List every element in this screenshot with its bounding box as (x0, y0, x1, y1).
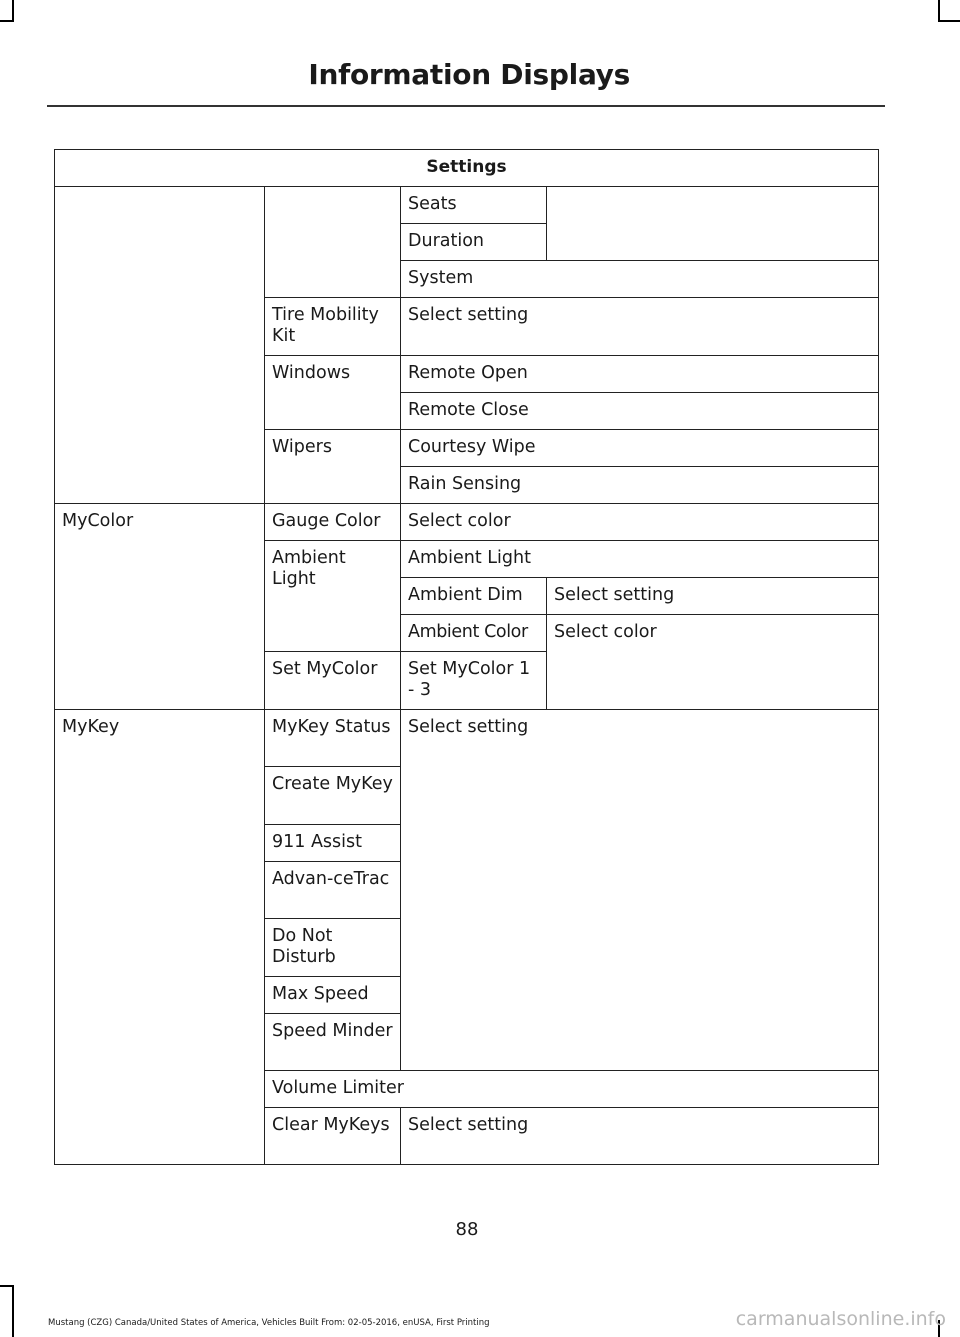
table-cell: Speed Minder (265, 1014, 401, 1071)
page-number: 88 (455, 1219, 479, 1240)
table-cell: Gauge Color (265, 504, 401, 541)
table-cell: 911 Assist (265, 825, 401, 862)
table-cell: Select setting (401, 1108, 879, 1165)
table-cell: Remote Open (401, 356, 879, 393)
table-cell: Select setting (547, 578, 879, 615)
table-cell: Tire Mobility Kit (265, 298, 401, 356)
settings-table (54, 149, 879, 1165)
table-cell-empty (55, 187, 265, 504)
table-cell: Max Speed (265, 977, 401, 1014)
table-cell: Select setting (401, 298, 879, 356)
table-cell: Wipers (265, 430, 401, 504)
crop-mark (12, 1285, 14, 1337)
table-cell: MyColor (55, 504, 265, 710)
table-cell: Remote Close (401, 393, 879, 430)
table-cell: MyKey Status (265, 710, 401, 767)
table-cell: Set MyColor (265, 652, 401, 710)
table-cell-empty (547, 187, 879, 261)
table-cell: Courtesy Wipe (401, 430, 879, 467)
table-cell: Seats (401, 187, 547, 224)
crop-mark (12, 0, 14, 22)
table-cell: MyKey (55, 710, 265, 1165)
footer-text: Mustang (CZG) Canada/United States of America, Vehicles Built From: 02-05-2016, enUSA, First Printing (48, 1318, 490, 1328)
header-rule (47, 105, 885, 107)
table-cell: Ambient Color (401, 615, 547, 652)
crop-mark (0, 1285, 14, 1287)
table-cell: Create MyKey (265, 767, 401, 825)
table-cell: Ambient Light (401, 541, 879, 578)
table-cell: Clear MyKeys (265, 1108, 401, 1165)
table-cell: Volume Limiter (265, 1071, 879, 1108)
table-cell: Ambient Light (265, 541, 401, 652)
table-cell: Windows (265, 356, 401, 430)
crop-mark (938, 20, 960, 22)
table-cell: Rain Sensing (401, 467, 879, 504)
table-cell: Select color (401, 504, 879, 541)
table-cell: Do Not Disturb (265, 919, 401, 977)
table-cell: Select setting (401, 710, 879, 1071)
table-cell: Set MyColor 1 - 3 (401, 652, 547, 710)
crop-mark (0, 20, 14, 22)
table-title: Settings (55, 150, 879, 187)
table-cell: Duration (401, 224, 547, 261)
table-cell: Select color (547, 615, 879, 710)
page-title: Information Displays (308, 58, 630, 91)
table-cell-empty (265, 187, 401, 298)
watermark: carmanualsonline.info (735, 1308, 946, 1330)
crop-mark (938, 0, 940, 22)
table-cell: System (401, 261, 879, 298)
table-cell: Ambient Dim (401, 578, 547, 615)
table-cell: Advan-ceTrac (265, 862, 401, 919)
